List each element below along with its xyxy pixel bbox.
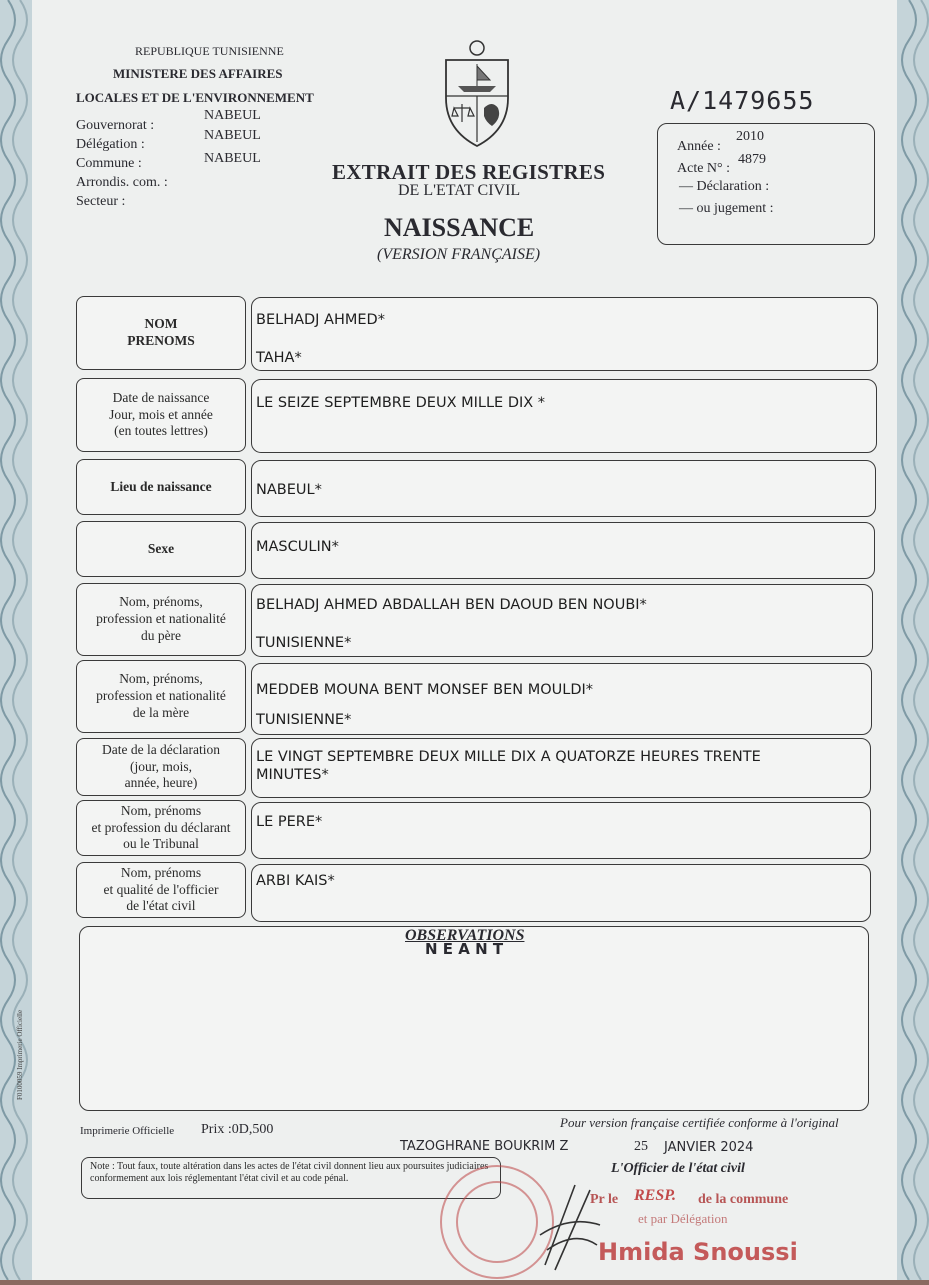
value-sexe bbox=[251, 522, 875, 579]
value-pere-nom: BELHADJ AHMED ABDALLAH BEN DAOUD BEN NOUBI* bbox=[256, 597, 647, 613]
label-lieu-naissance: Lieu de naissance bbox=[76, 459, 246, 515]
label-date-naissance: Date de naissance Jour, mois et année (en toutes lettres) bbox=[76, 378, 246, 452]
value-date-declaration-line-1: LE VINGT SEPTEMBRE DEUX MILLE DIX A QUATORZE HEURES TRENTE bbox=[256, 749, 761, 765]
issue-day: 25 bbox=[634, 1139, 648, 1154]
value-officier-text: ARBI KAIS* bbox=[256, 873, 335, 889]
delegation-label: Délégation : bbox=[76, 137, 145, 152]
value-declarant-text: LE PERE* bbox=[256, 814, 323, 830]
value-officier bbox=[251, 864, 871, 922]
commune-value: NABEUL bbox=[204, 151, 261, 166]
value-lieu-naissance bbox=[251, 460, 876, 517]
decorative-border-right bbox=[897, 0, 929, 1280]
stamp-delegation: et par Délégation bbox=[638, 1211, 728, 1226]
value-date-naissance-text: LE SEIZE SEPTEMBRE DEUX MILLE DIX * bbox=[256, 395, 546, 411]
declaration-label: — Déclaration : bbox=[679, 179, 770, 194]
issue-month-year: JANVIER 2024 bbox=[664, 1140, 754, 1155]
value-pere bbox=[251, 584, 873, 657]
official-seal-inner-icon bbox=[456, 1181, 538, 1263]
ministry-line-2: LOCALES ET DE L'ENVIRONNEMENT bbox=[76, 90, 314, 105]
acte-box bbox=[657, 123, 875, 245]
jugement-label: — ou jugement : bbox=[679, 201, 774, 216]
value-pere-nationalite: TUNISIENNE* bbox=[256, 635, 352, 651]
coat-of-arms-icon bbox=[440, 38, 514, 150]
value-declarant bbox=[251, 802, 871, 859]
value-lieu-naissance-text: NABEUL* bbox=[256, 482, 322, 498]
document-title-version: (VERSION FRANÇAISE) bbox=[377, 246, 541, 263]
label-declarant: Nom, prénoms et profession du déclarant ou le Tribunal bbox=[76, 800, 246, 856]
stamp-commune: de la commune bbox=[698, 1192, 789, 1207]
imprimerie-label: Imprimerie Officielle bbox=[80, 1125, 175, 1137]
ministry-line-1: MINISTERE DES AFFAIRES bbox=[113, 66, 283, 81]
price-label: Prix :0D,500 bbox=[201, 1122, 274, 1137]
annee-value: 2010 bbox=[736, 129, 764, 144]
label-pere: Nom, prénoms, profession et nationalité du père bbox=[76, 583, 246, 656]
label-nom-prenoms: NOM PRENOMS bbox=[76, 296, 246, 370]
signature-icon bbox=[535, 1175, 605, 1275]
annee-label: Année : bbox=[677, 139, 721, 154]
issue-place: TAZOGHRANE BOUKRIM Z bbox=[400, 1139, 569, 1154]
value-sexe-text: MASCULIN* bbox=[256, 539, 339, 555]
side-print: F0100059 Imprimerie Officielle bbox=[16, 1009, 24, 1100]
legal-note: Note : Tout faux, toute altération dans les actes de l'état civil donnent lieu aux poursuites judiciaires conformement aux lois réglementant l'état civil et au code pénal. bbox=[81, 1157, 501, 1199]
wave-pattern-right bbox=[897, 0, 929, 1280]
value-mere-nom: MEDDEB MOUNA BENT MONSEF BEN MOULDI* bbox=[256, 682, 594, 698]
arrondissement-label: Arrondis. com. : bbox=[76, 175, 168, 190]
acte-number-label: Acte N° : bbox=[677, 161, 731, 176]
observations-title: OBSERVATIONS bbox=[405, 927, 525, 944]
label-mere: Nom, prénoms, profession et nationalité de la mère bbox=[76, 660, 246, 733]
document-title-line-2: DE L'ETAT CIVIL bbox=[398, 182, 521, 199]
value-prenoms: TAHA* bbox=[256, 350, 302, 366]
observations-value: N E A N T bbox=[425, 940, 504, 958]
observations-box bbox=[79, 926, 869, 1111]
value-date-declaration-line-2: MINUTES* bbox=[256, 767, 329, 783]
officer-title: L'Officier de l'état civil bbox=[611, 1161, 745, 1176]
value-date-declaration bbox=[251, 738, 871, 798]
document-title-line-1: EXTRAIT DES REGISTRES bbox=[332, 160, 606, 184]
label-officier: Nom, prénoms et qualité de l'officier de l'état civil bbox=[76, 862, 246, 918]
value-mere-nationalite: TUNISIENNE* bbox=[256, 712, 352, 728]
label-date-declaration: Date de la déclaration (jour, mois, année, heure) bbox=[76, 738, 246, 796]
stamp-line-pr-le: Pr le bbox=[590, 1192, 619, 1207]
value-nom: BELHADJ AHMED* bbox=[256, 312, 385, 328]
stamp-resp: RESP. bbox=[634, 1187, 676, 1204]
gouvernorat-label: Gouvernorat : bbox=[76, 118, 155, 133]
value-date-naissance bbox=[251, 379, 877, 453]
gouvernorat-value: NABEUL bbox=[204, 108, 261, 123]
certified-statement: Pour version française certifiée conforme à l'original bbox=[560, 1115, 839, 1130]
serial-number: A/1479655 bbox=[670, 86, 815, 115]
value-nom-prenoms bbox=[251, 297, 878, 371]
secteur-label: Secteur : bbox=[76, 194, 126, 209]
stamp-name: Hmida Snoussi bbox=[598, 1238, 798, 1266]
commune-label: Commune : bbox=[76, 156, 142, 171]
document-title-naissance: NAISSANCE bbox=[384, 213, 535, 242]
label-sexe: Sexe bbox=[76, 521, 246, 577]
republic-label: REPUBLIQUE TUNISIENNE bbox=[135, 44, 284, 58]
delegation-value: NABEUL bbox=[204, 128, 261, 143]
value-mere bbox=[251, 663, 872, 735]
acte-number-value: 4879 bbox=[738, 152, 766, 167]
